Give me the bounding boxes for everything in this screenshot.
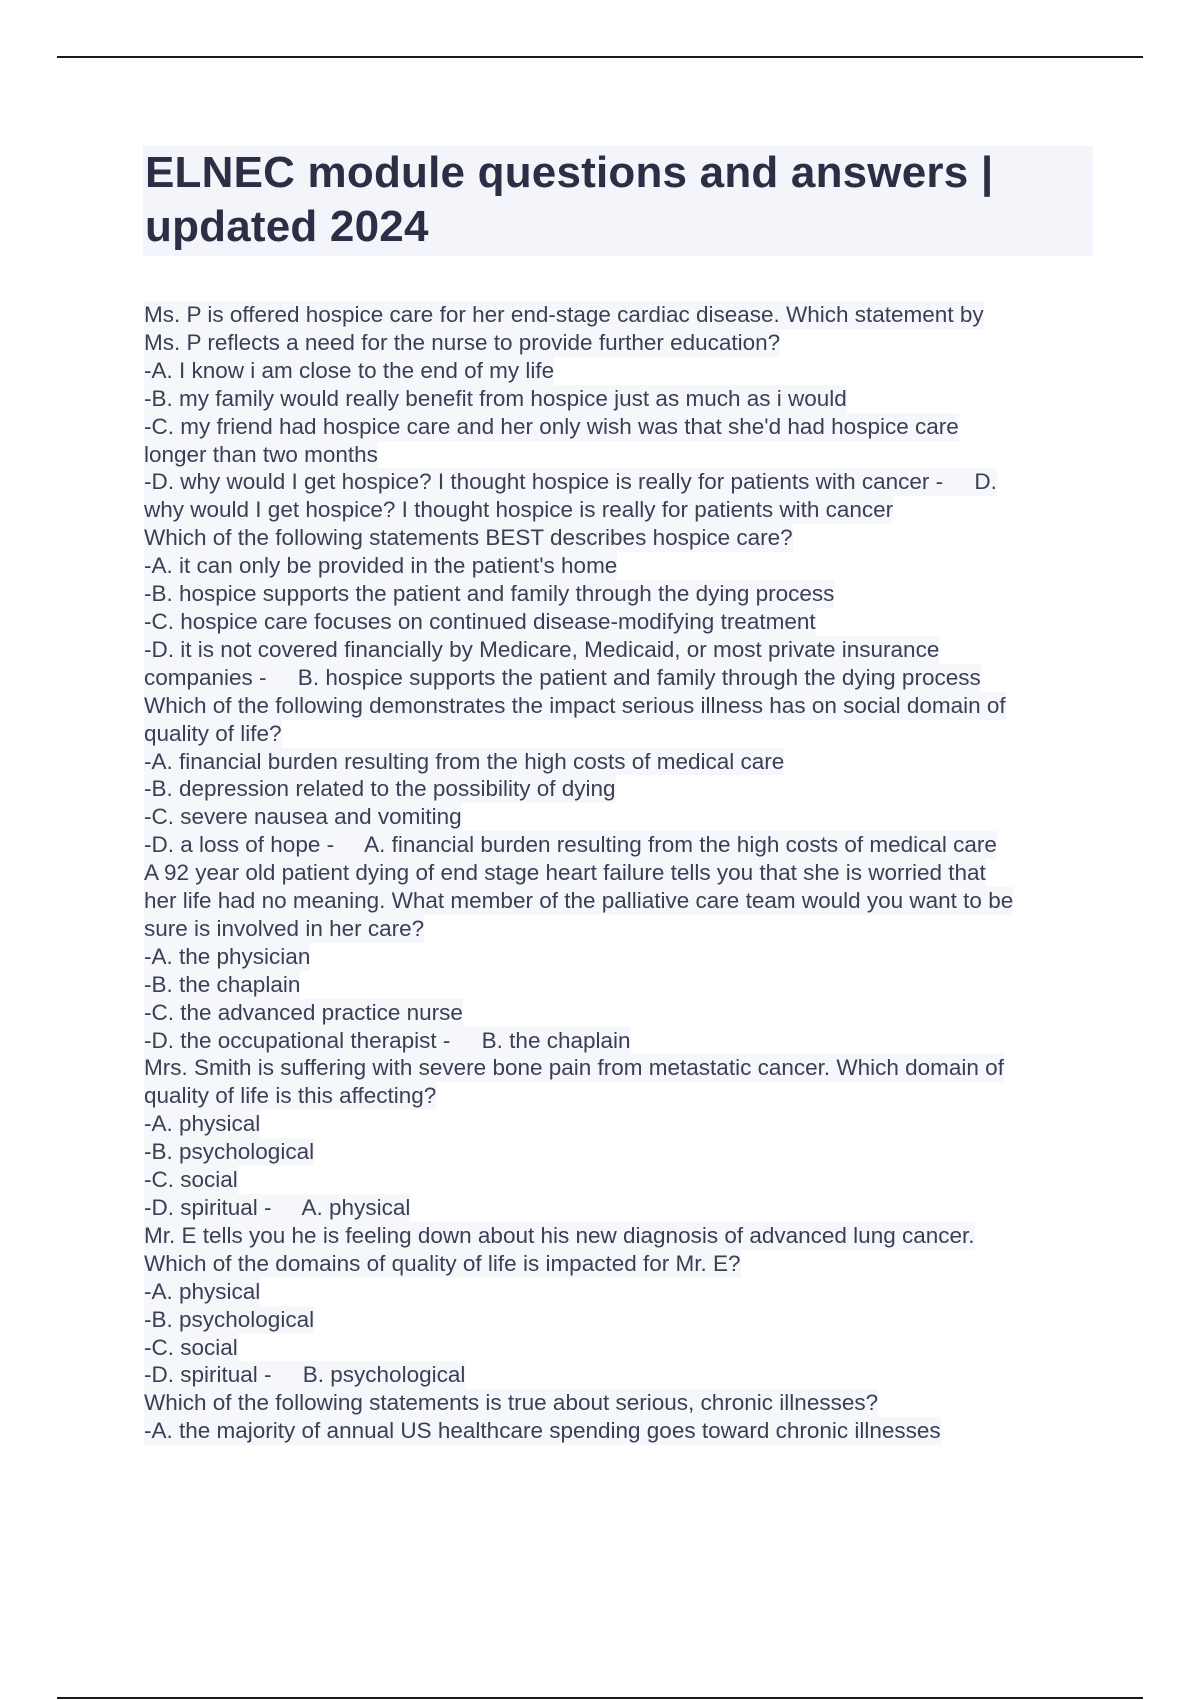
title-line-1: ELNEC module questions and answers |: [145, 148, 994, 197]
text-line: Mr. E tells you he is feeling down about his new diagnosis of advanced lung cancer.: [144, 1222, 975, 1248]
text-line: -C. severe nausea and vomiting: [144, 804, 462, 830]
text-line: -A. the physician: [144, 943, 311, 969]
text-line: sure is involved in her care?: [144, 915, 425, 941]
text-line: Which of the following statements BEST describes hospice care?: [144, 525, 793, 551]
document-title: [145, 146, 1093, 254]
text-line: -D. a loss of hope - A. financial burden resulting from the high costs of medical care: [144, 832, 997, 858]
text-line: longer than two months: [144, 441, 378, 467]
text-line: -D. the occupational therapist - B. the chaplain: [144, 1027, 631, 1053]
text-line: why would I get hospice? I thought hospice is really for patients with cancer: [144, 497, 894, 523]
title-block: [143, 146, 1093, 256]
bottom-divider: [57, 1697, 1143, 1699]
text-line: -C. social: [144, 1334, 238, 1360]
text-line: -C. hospice care focuses on continued disease-modifying treatment: [144, 608, 816, 634]
text-line: companies - B. hospice supports the patient and family through the dying process: [144, 664, 981, 690]
text-line: -B. psychological: [144, 1306, 315, 1332]
text-line: -A. the majority of annual US healthcare spending goes toward chronic illnesses: [144, 1418, 941, 1444]
text-line: -A. I know i am close to the end of my life: [144, 357, 555, 383]
text-line: -C. the advanced practice nurse: [144, 999, 463, 1025]
text-line: A 92 year old patient dying of end stage heart failure tells you that she is worried that: [144, 860, 986, 886]
text-line: -A. physical: [144, 1111, 261, 1137]
text-line: -A. it can only be provided in the patient's home: [144, 553, 618, 579]
text-line: -B. hospice supports the patient and family through the dying process: [144, 581, 835, 607]
title-line-2: updated 2024: [145, 202, 429, 251]
text-line: her life had no meaning. What member of the palliative care team would you want to be: [144, 888, 1014, 914]
text-line: -D. spiritual - A. physical: [144, 1195, 411, 1220]
text-line: Which of the following demonstrates the impact serious illness has on social domain of: [144, 692, 1006, 718]
text-line: Ms. P is offered hospice care for her end-stage cardiac disease. Which statement by: [144, 302, 984, 327]
text-line: -A. financial burden resulting from the high costs of medical care: [144, 748, 785, 774]
text-line: Which of the domains of quality of life is impacted for Mr. E?: [144, 1250, 741, 1276]
text-line: -B. the chaplain: [144, 971, 301, 997]
text-line: quality of life is this affecting?: [144, 1083, 437, 1109]
text-line: Mrs. Smith is suffering with severe bone pain from metastatic cancer. Which domain of: [144, 1055, 1004, 1081]
text-line: -A. physical: [144, 1278, 261, 1304]
text-line: -D. why would I get hospice? I thought hospice is really for patients with cancer - D.: [144, 469, 997, 495]
text-line: -B. psychological: [144, 1139, 315, 1165]
text-line: -C. social: [144, 1167, 238, 1193]
text-line: -B. depression related to the possibility of dying: [144, 776, 616, 802]
top-divider: [57, 56, 1143, 58]
text-line: -D. spiritual - B. psychological: [144, 1362, 466, 1388]
text-line: quality of life?: [144, 720, 282, 746]
qa-body: [144, 301, 1104, 1445]
text-line: Ms. P reflects a need for the nurse to provide further education?: [144, 329, 781, 355]
text-line: -C. my friend had hospice care and her only wish was that she'd had hospice care: [144, 413, 959, 439]
text-line: Which of the following statements is true about serious, chronic illnesses?: [144, 1390, 879, 1416]
text-line: -D. it is not covered financially by Medicare, Medicaid, or most private insurance: [144, 636, 940, 662]
text-line: -B. my family would really benefit from hospice just as much as i would: [144, 385, 847, 411]
